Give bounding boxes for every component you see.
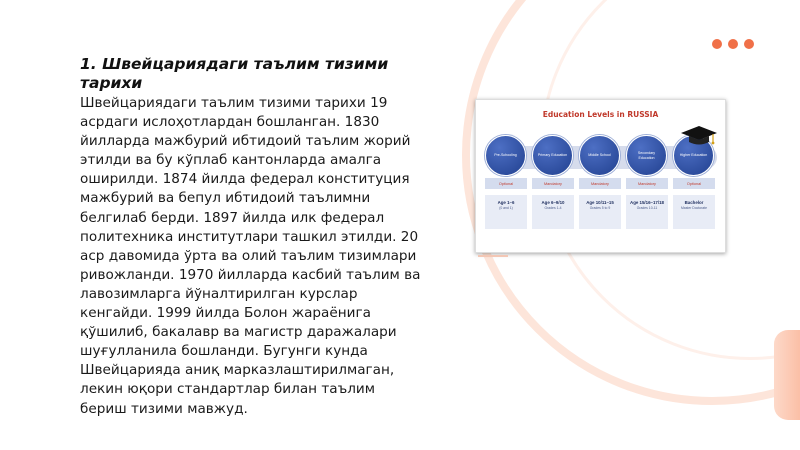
three-dots-icon: [712, 39, 754, 49]
level-sub: Grades 10-11: [636, 206, 658, 210]
level-circle: Higher Education: [673, 135, 714, 176]
decorative-side-bar: [774, 330, 800, 420]
dot: [728, 39, 738, 49]
level-type: Mandatory: [579, 178, 621, 189]
level-sub: Grades 5 to 9: [589, 206, 611, 210]
level-type: Mandatory: [626, 178, 668, 189]
level-age-cell: [532, 195, 574, 229]
level-circle: Middle School: [579, 135, 620, 176]
level-secondary: [626, 135, 668, 229]
level-pre-schooling: [485, 135, 527, 229]
slide-body-text: Швейцариядаги таълим тизими тарихи 19 асрдаги ислоҳотлардан бошланган. 1830 йилларда мажбурий ибтидоий таълим жорий этилди ва бу кўплаб кантонларда амалга оширилди. 1874 йилда федерал конституция мажбурий ва бепул ибтидоий таълимни белгилаб берди. 1897 йилда илк федерал политехника институтлари ташкил этилди. 20 аср давомида ўрта ва олий таълим тизимлари ривожланди. 1970 йилларда касбий таълим ва лавозимларга йўналтирилган курслар кенгайди. 1999 йилда Болон жараёнига қўшилиб, бакалавр ва магистр даражалари шуғулланила бошланди. Бугунги кунда Швейцарияда аниқ марказлаштирилмаган, лекин юқори стандартлар билан таълим бериш тизими мавжуд.: [80, 95, 421, 417]
level-middle-school: [579, 135, 621, 229]
level-primary: [532, 135, 574, 229]
level-sub: Grades 1-4: [544, 206, 562, 210]
level-sub: Master Doctorate: [680, 206, 707, 210]
level-type: Mandatory: [532, 178, 574, 189]
level-circle: Pre-Schooling: [485, 135, 526, 176]
education-levels-image: [475, 99, 726, 253]
level-age: Age 1–6: [497, 200, 515, 205]
level-age: Age 15/16–17/18: [630, 200, 664, 205]
slide-title: 1. Швейцариядаги таълим тизими тарихи: [80, 55, 389, 92]
level-age-cell: [673, 195, 715, 229]
figure-underline: [478, 255, 508, 257]
figure-title: Education Levels in RUSSIA: [542, 110, 659, 119]
level-type: Optional: [673, 178, 715, 189]
level-age: Age 10/11–15: [586, 200, 614, 205]
level-sub: (0 and 1): [499, 206, 513, 210]
dot: [744, 39, 754, 49]
level-higher: [673, 135, 715, 229]
level-age: Age 6–9/10: [541, 200, 565, 205]
level-circle: Primary Education: [532, 135, 573, 176]
level-circle: Secondary Education: [626, 135, 667, 176]
level-age: Bachelor: [684, 200, 704, 205]
level-type: Optional: [485, 178, 527, 189]
level-age-cell: [626, 195, 668, 229]
level-age-cell: [579, 195, 621, 229]
graduation-cap-icon: [679, 125, 719, 147]
level-age-cell: [485, 195, 527, 229]
dot: [712, 39, 722, 49]
